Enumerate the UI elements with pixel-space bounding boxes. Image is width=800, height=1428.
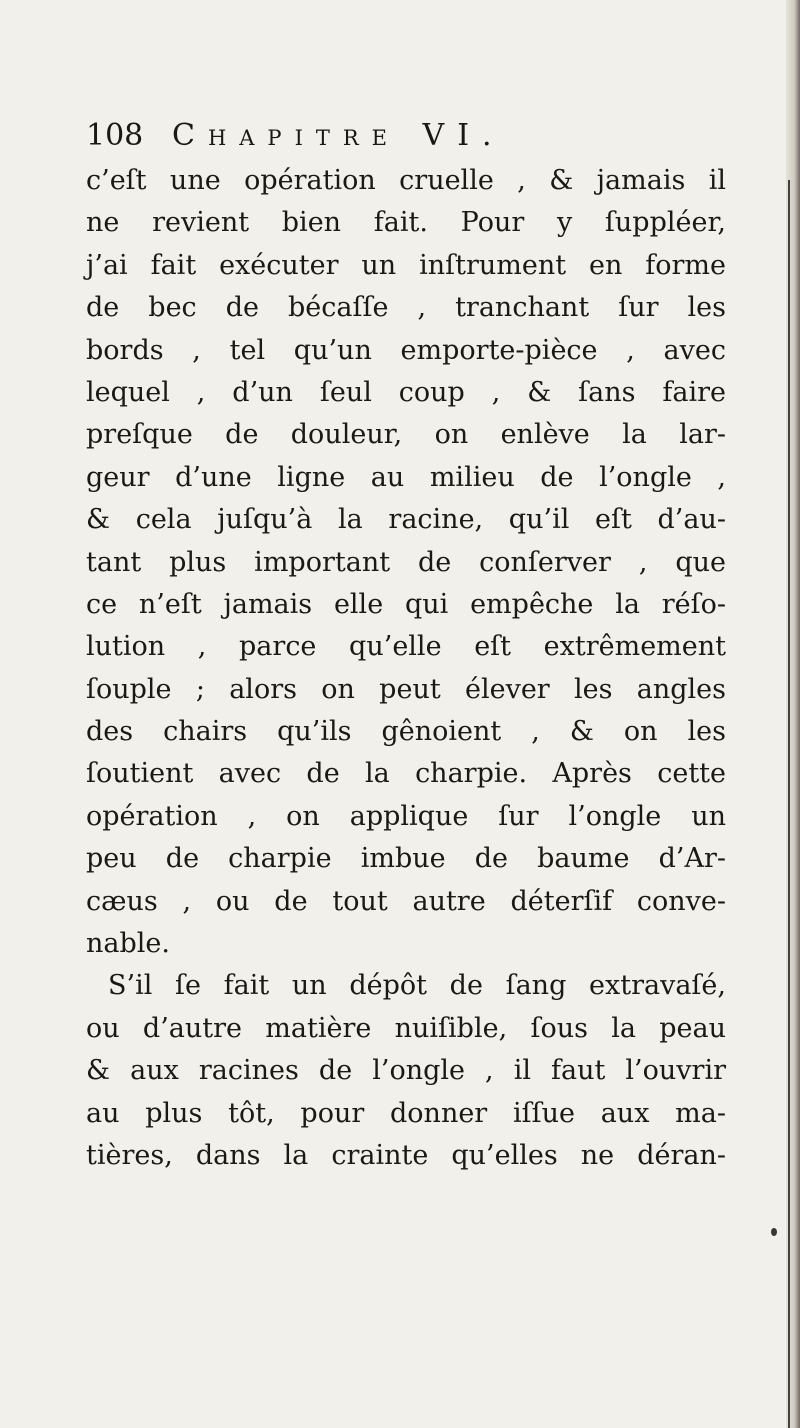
page-edge-line (788, 180, 790, 1428)
page-number: 108 (86, 118, 144, 153)
text-line: & aux racines de l’ongle , il faut l’ouvrir (86, 1055, 726, 1087)
body-text (86, 160, 726, 1177)
text-line: c’eſt une opération cruelle , & jamais il (86, 165, 726, 196)
ink-spot (771, 1228, 777, 1236)
text-line: lequel , d’un ſeul coup , & ſans faire (86, 376, 726, 408)
text-line: nable. (86, 928, 170, 960)
text-line: lution , parce qu’elle eſt extrêmement (86, 631, 726, 663)
text-line: cæus , ou de tout autre déterſif conve- (86, 885, 726, 917)
text-line: ſouple ; alors on peut élever les angles (86, 673, 726, 705)
text-line: opération , on applique ſur l’ongle un (86, 800, 726, 832)
text-line: au plus tôt, pour donner iſſue aux ma- (86, 1097, 726, 1129)
running-title: Chapitre VI. (172, 118, 505, 153)
text-line: ſoutient avec de la charpie. Après cette (86, 758, 726, 790)
text-line: j’ai fait exécuter un inſtrument en forme (86, 249, 726, 281)
text-line: geur d’une ligne au milieu de l’ongle , (86, 461, 726, 493)
text-line: & cela juſqu’à la racine, qu’il eſt d’au- (86, 504, 726, 536)
running-header (86, 118, 505, 153)
text-line: de bec de bécaſſe , tranchant ſur les (86, 292, 726, 324)
text-line: peu de charpie imbue de baume d’Ar- (86, 843, 726, 875)
text-line: ou d’autre matière nuiſible, ſous la peau (86, 1012, 726, 1044)
text-line: ce n’eſt jamais elle qui empêche la réſo- (86, 588, 726, 620)
text-line: tant plus important de conſerver , que (86, 546, 726, 578)
text-line: S’il ſe fait un dépôt de ſang extravaſé, (108, 970, 726, 1002)
text-line: tières, dans la crainte qu’elles ne déran- (86, 1139, 726, 1171)
text-line: preſque de douleur, on enlève la lar- (86, 419, 726, 451)
text-line: bords , tel qu’un emporte-pièce , avec (86, 334, 726, 366)
text-line: ne revient bien fait. Pour y ſuppléer, (86, 207, 726, 239)
text-line: des chairs qu’ils gênoient , & on les (86, 716, 726, 748)
